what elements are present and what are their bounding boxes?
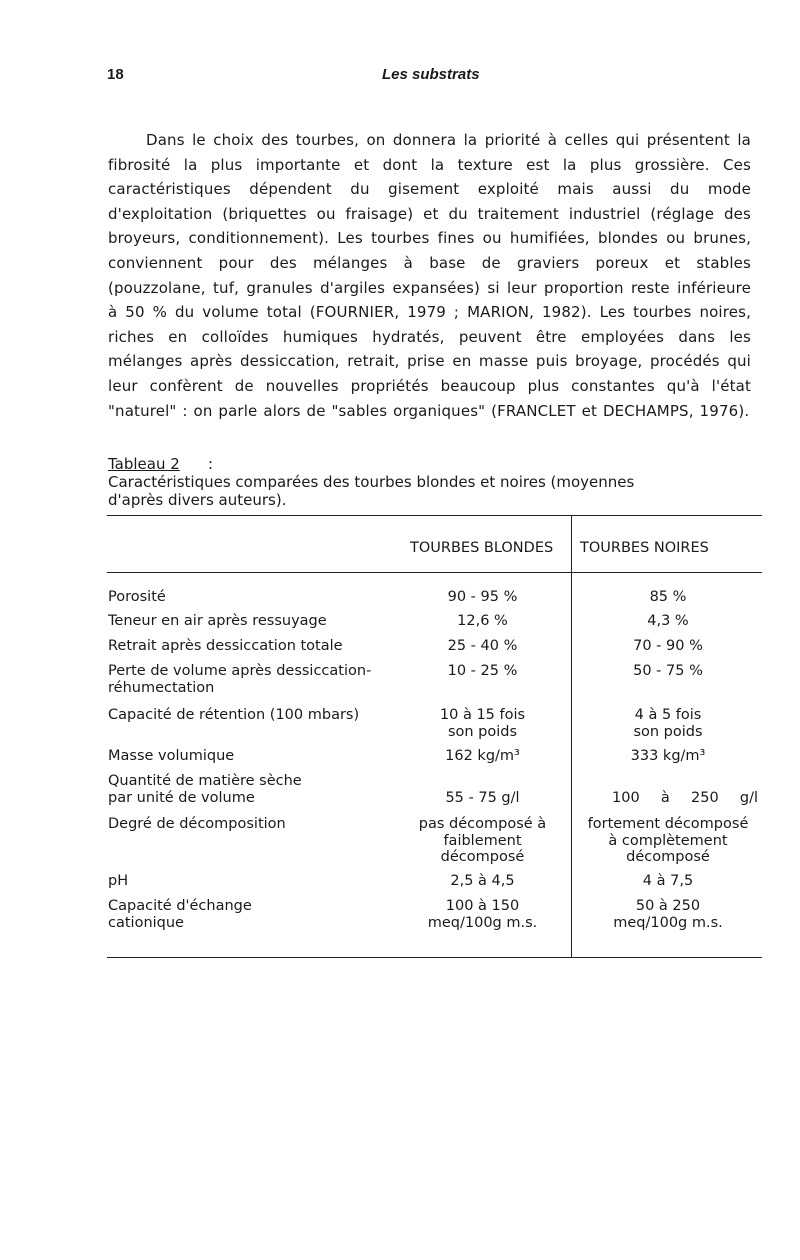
cell-line: 55 - 75 g/l — [445, 789, 520, 806]
row-label — [108, 816, 408, 833]
cell-line: 4 à 5 fois — [634, 707, 702, 723]
cell-line: pas décomposé à — [418, 816, 547, 832]
cell-line: Teneur en air après ressuyage — [108, 613, 327, 629]
cell-line — [395, 773, 570, 790]
caption-colon: : — [208, 455, 214, 473]
row-label — [108, 898, 408, 931]
cell-line: réhumectation — [108, 679, 215, 696]
caption-line: Caractéristiques comparées des tourbes blondes et noires (moyennes — [108, 473, 635, 491]
cell-blondes — [395, 663, 570, 680]
cell-noires — [574, 898, 762, 931]
cell-line: 25 - 40 % — [447, 638, 518, 654]
cell-line: 50 - 75 % — [633, 663, 703, 679]
cell-blondes — [395, 748, 570, 765]
cell-line: Perte de volume après dessiccation- — [108, 663, 372, 679]
cell-line: son poids — [447, 723, 518, 740]
cell-blondes — [395, 773, 570, 806]
cell-line: meq/100g m.s. — [613, 914, 723, 931]
cell-line: Masse volumique — [108, 748, 235, 764]
row-label — [108, 873, 408, 890]
cell-noires — [574, 816, 762, 866]
cell-blondes — [395, 707, 570, 740]
cell-noires — [574, 589, 762, 606]
page-number: 18 — [107, 66, 124, 83]
cell-line: Porosité — [108, 589, 166, 605]
cell-line: Retrait après dessiccation totale — [108, 638, 343, 654]
caption-line: d'après divers auteurs). — [108, 491, 287, 509]
cell-line: décomposé — [440, 849, 525, 865]
cell-line: faiblement — [443, 832, 522, 849]
cell-blondes — [395, 613, 570, 630]
cell-line: cationique — [108, 914, 184, 931]
cell-blondes — [395, 638, 570, 655]
cell-line: Degré de décomposition — [108, 816, 286, 832]
cell-blondes — [395, 816, 570, 866]
cell-line: 333 kg/m³ — [630, 748, 706, 764]
cell-noires — [574, 663, 762, 680]
cell-line: fortement décomposé — [587, 816, 749, 832]
cell-line: 10 - 25 % — [447, 663, 518, 679]
row-label — [108, 748, 408, 765]
row-label — [108, 707, 408, 724]
cell-blondes — [395, 873, 570, 890]
cell-line: 50 à 250 — [635, 898, 701, 914]
cell-line: Capacité de rétention (100 mbars) — [108, 707, 360, 723]
table-caption — [108, 455, 758, 509]
cell-line: Capacité d'échange — [108, 898, 252, 914]
row-label — [108, 589, 408, 606]
table-bottom-rule — [107, 957, 762, 958]
cell-line: 10 à 15 fois — [439, 707, 526, 723]
row-label — [108, 663, 408, 696]
cell-line: 4,3 % — [647, 613, 689, 629]
table-column-divider — [571, 515, 572, 958]
cell-noires — [574, 707, 762, 740]
cell-line: par unité de volume — [108, 789, 255, 806]
table-header-rule — [107, 572, 762, 573]
column-header-blondes: TOURBES BLONDES — [410, 540, 554, 556]
cell-noires — [574, 773, 762, 806]
cell-line: 100 à 150 — [445, 898, 520, 914]
cell-line: 90 - 95 % — [447, 589, 518, 605]
cell-noires — [574, 613, 762, 630]
cell-line: 85 % — [649, 589, 687, 605]
cell-line: Quantité de matière sèche — [108, 773, 302, 789]
table-top-rule — [107, 515, 762, 516]
column-header-noires: TOURBES NOIRES — [580, 540, 709, 556]
caption-text — [108, 473, 648, 509]
running-title: Les substrats — [382, 66, 480, 83]
cell-blondes — [395, 589, 570, 606]
cell-blondes — [395, 898, 570, 931]
cell-line: 2,5 à 4,5 — [450, 873, 515, 889]
row-label — [108, 773, 408, 806]
cell-line: 100 à 250 g/l — [612, 789, 758, 806]
row-label — [108, 638, 408, 655]
cell-line — [574, 773, 762, 790]
cell-line: 162 kg/m³ — [445, 748, 520, 764]
cell-line: 70 - 90 % — [633, 638, 703, 654]
cell-noires — [574, 748, 762, 765]
cell-line: à complètement — [608, 832, 728, 849]
cell-noires — [574, 638, 762, 655]
cell-line: 4 à 7,5 — [642, 873, 694, 889]
body-paragraph: Dans le choix des tourbes, on donnera la priorité à celles qui présentent la fibrosité la plus importante et dont la texture est la plus grossière. Ces caractéristiques dépendent du gisement exploité mais aussi du mode d'exploitation (briquettes ou fraisage) et du traitement industriel (réglage des broyeurs, conditionnement). Les tourbes fines ou humifiées, blondes ou brunes, conviennent pour des mélanges à base de graviers poreux et stables (pouzzolane, tuf, granules d'argiles expansées) si leur proportion reste inférieure à 50 % du volume total (FOURNIER, 1979 ; MARION, 1982). Les tourbes noires, riches en colloïdes humiques hydratés, peuvent être employées dans les mélanges après dessiccation, retrait, prise en masse puis broyage, procédés qui leur confèrent de nouvelles propriétés beaucoup plus constantes qu'à l'état "naturel" : on parle alors de "sables organiques" (FRANCLET et DECHAMPS, 1976). — [108, 131, 751, 420]
cell-noires — [574, 873, 762, 890]
cell-line: son poids — [633, 723, 703, 740]
cell-line: pH — [108, 873, 129, 889]
cell-line: décomposé — [626, 849, 710, 865]
caption-label: Tableau 2 — [108, 455, 180, 473]
row-label — [108, 613, 408, 630]
cell-line: meq/100g m.s. — [427, 914, 538, 931]
cell-line: 12,6 % — [457, 613, 508, 629]
